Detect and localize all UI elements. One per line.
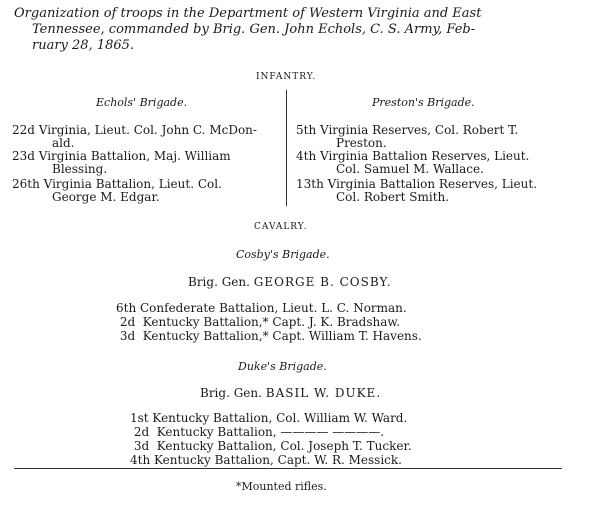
title-line-3: ruary 28, 1865.: [32, 38, 135, 53]
cosby-commander: Brig. Gen. GEORGE B. COSBY.: [188, 275, 392, 289]
preston-brigade-heading: Preston's Brigade.: [372, 96, 475, 109]
footnote-rule: [14, 468, 562, 469]
duke-unit-3: 3d Kentucky Battalion, Col. Joseph T. Tucker.: [130, 439, 412, 453]
duke-unit-4: 4th Kentucky Battalion, Capt. W. R. Messick.: [130, 453, 402, 467]
right-unit-2: 4th Virginia Battalion Reserves, Lieut. Col. Samuel M. Wallace.: [296, 149, 530, 176]
infantry-heading: INFANTRY.: [256, 72, 317, 82]
right-unit-3: 13th Virginia Battalion Reserves, Lieut. Col. Robert Smith.: [296, 177, 538, 204]
left-unit-3: 26th Virginia Battalion, Lieut. Col. George M. Edgar.: [12, 177, 222, 204]
document-title: [14, 6, 579, 54]
left-unit-1: 22d Virginia, Lieut. Col. John C. McDon- ald.: [12, 123, 257, 150]
cosby-unit-1: 6th Confederate Battalion, Lieut. L. C. Norman.: [116, 301, 407, 315]
cosby-unit-3: 3d Kentucky Battalion,* Capt. William T. Havens.: [116, 329, 422, 343]
title-line-1: Organization of troops in the Department of Western Virginia and East: [14, 6, 482, 21]
cosby-brigade-heading: Cosby's Brigade.: [236, 248, 330, 261]
duke-unit-2: 2d Kentucky Battalion, ———— ————.: [130, 425, 385, 439]
right-unit-1: 5th Virginia Reserves, Col. Robert T. Preston.: [296, 123, 519, 150]
cavalry-heading: CAVALRY.: [254, 222, 308, 232]
footnote: *Mounted rifles.: [236, 480, 327, 493]
duke-commander: Brig. Gen. BASIL W. DUKE.: [200, 386, 382, 400]
echols-brigade-heading: Echols' Brigade.: [96, 96, 188, 109]
left-unit-2: 23d Virginia Battalion, Maj. William Blessing.: [12, 149, 231, 176]
title-line-2: Tennessee, commanded by Brig. Gen. John Echols, C. S. Army, Feb-: [32, 22, 476, 37]
duke-brigade-heading: Duke's Brigade.: [238, 360, 327, 373]
duke-unit-1: 1st Kentucky Battalion, Col. William W. Ward.: [130, 411, 408, 425]
cosby-unit-2: 2d Kentucky Battalion,* Capt. J. K. Bradshaw.: [116, 315, 401, 329]
column-divider: [286, 90, 287, 206]
